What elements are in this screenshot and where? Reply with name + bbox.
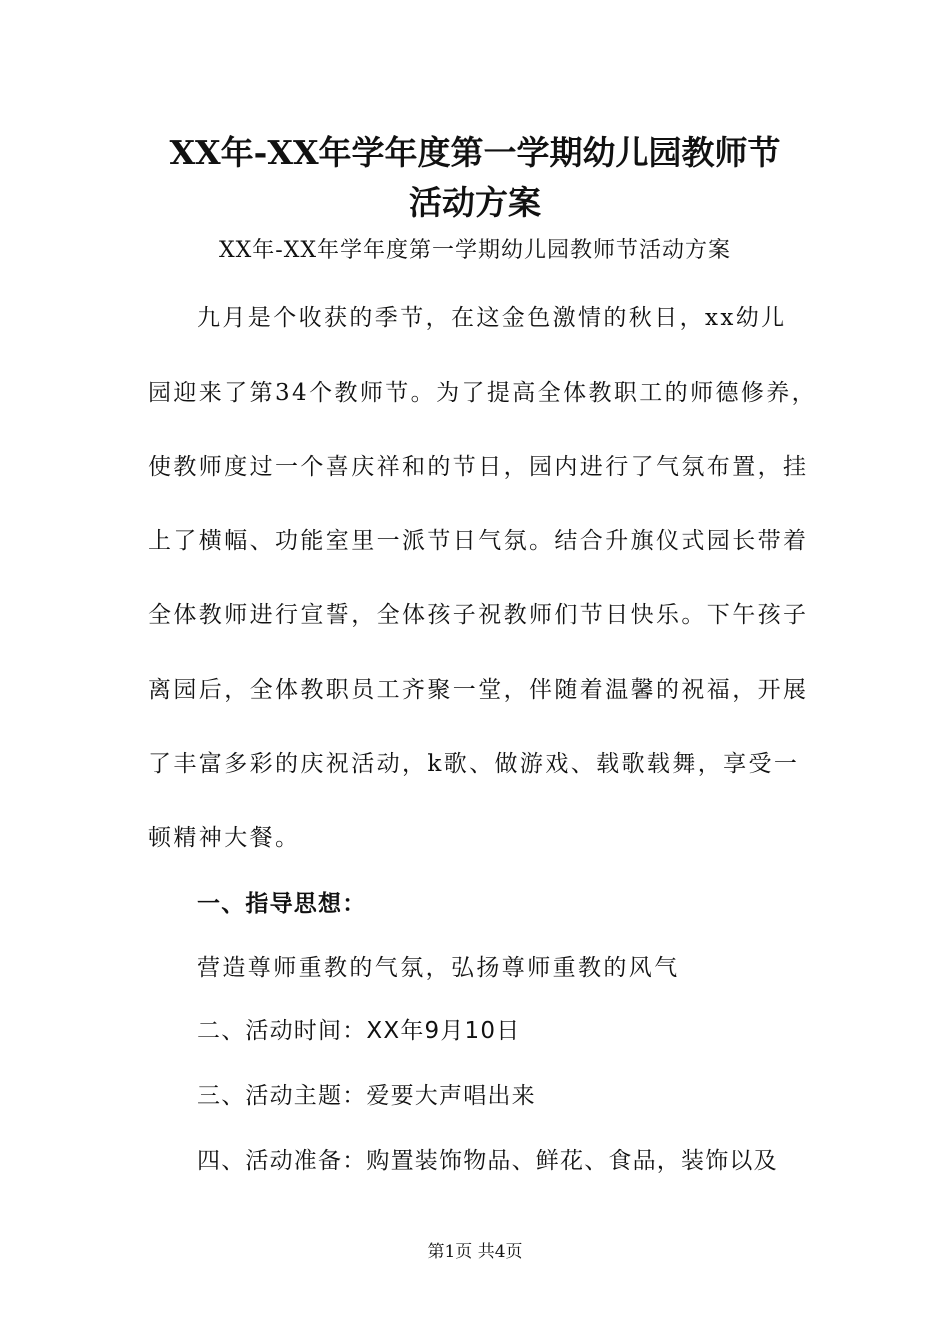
intro-paragraph-line: 园迎来了第34个教师节。为了提高全体教职工的师德修养， [148, 380, 818, 406]
intro-paragraph-line: 上了横幅、功能室里一派节日气氛。结合升旗仪式园长带着 [148, 528, 809, 554]
page-number-footer: 第1页 共4页 [427, 1242, 523, 1262]
document-title-line-2: 活动方案 [409, 183, 541, 222]
intro-paragraph-line: 九月是个收获的季节，在这金色激情的秋日，xx幼儿 [197, 305, 787, 331]
intro-paragraph-line: 全体教师进行宣誓，全体孩子祝教师们节日快乐。下午孩子 [148, 602, 809, 628]
section-heading-guiding-idea: 一、指导思想： [197, 891, 367, 917]
section-activity-theme: 三、活动主题：爱要大声唱出来 [197, 1083, 536, 1109]
intro-paragraph-line: 离园后，全体教职员工齐聚一堂，伴随着温馨的祝福，开展 [148, 677, 809, 703]
intro-paragraph-line: 顿精神大餐。 [148, 825, 301, 851]
document-subtitle: XX年-XX年学年度第一学期幼儿园教师节活动方案 [218, 238, 732, 263]
section-body-guiding-idea: 营造尊师重教的气氛，弘扬尊师重教的风气 [197, 955, 680, 981]
section-activity-time: 二、活动时间：XX年9月10日 [197, 1018, 521, 1044]
document-title-line-1: XX年-XX年学年度第一学期幼儿园教师节 [169, 133, 781, 172]
intro-paragraph-line: 了丰富多彩的庆祝活动，k歌、做游戏、载歌载舞，享受一 [148, 751, 800, 777]
section-activity-preparation: 四、活动准备：购置装饰物品、鲜花、食品，装饰以及 [197, 1148, 778, 1174]
intro-paragraph-line: 使教师度过一个喜庆祥和的节日，园内进行了气氛布置，挂 [148, 454, 809, 480]
